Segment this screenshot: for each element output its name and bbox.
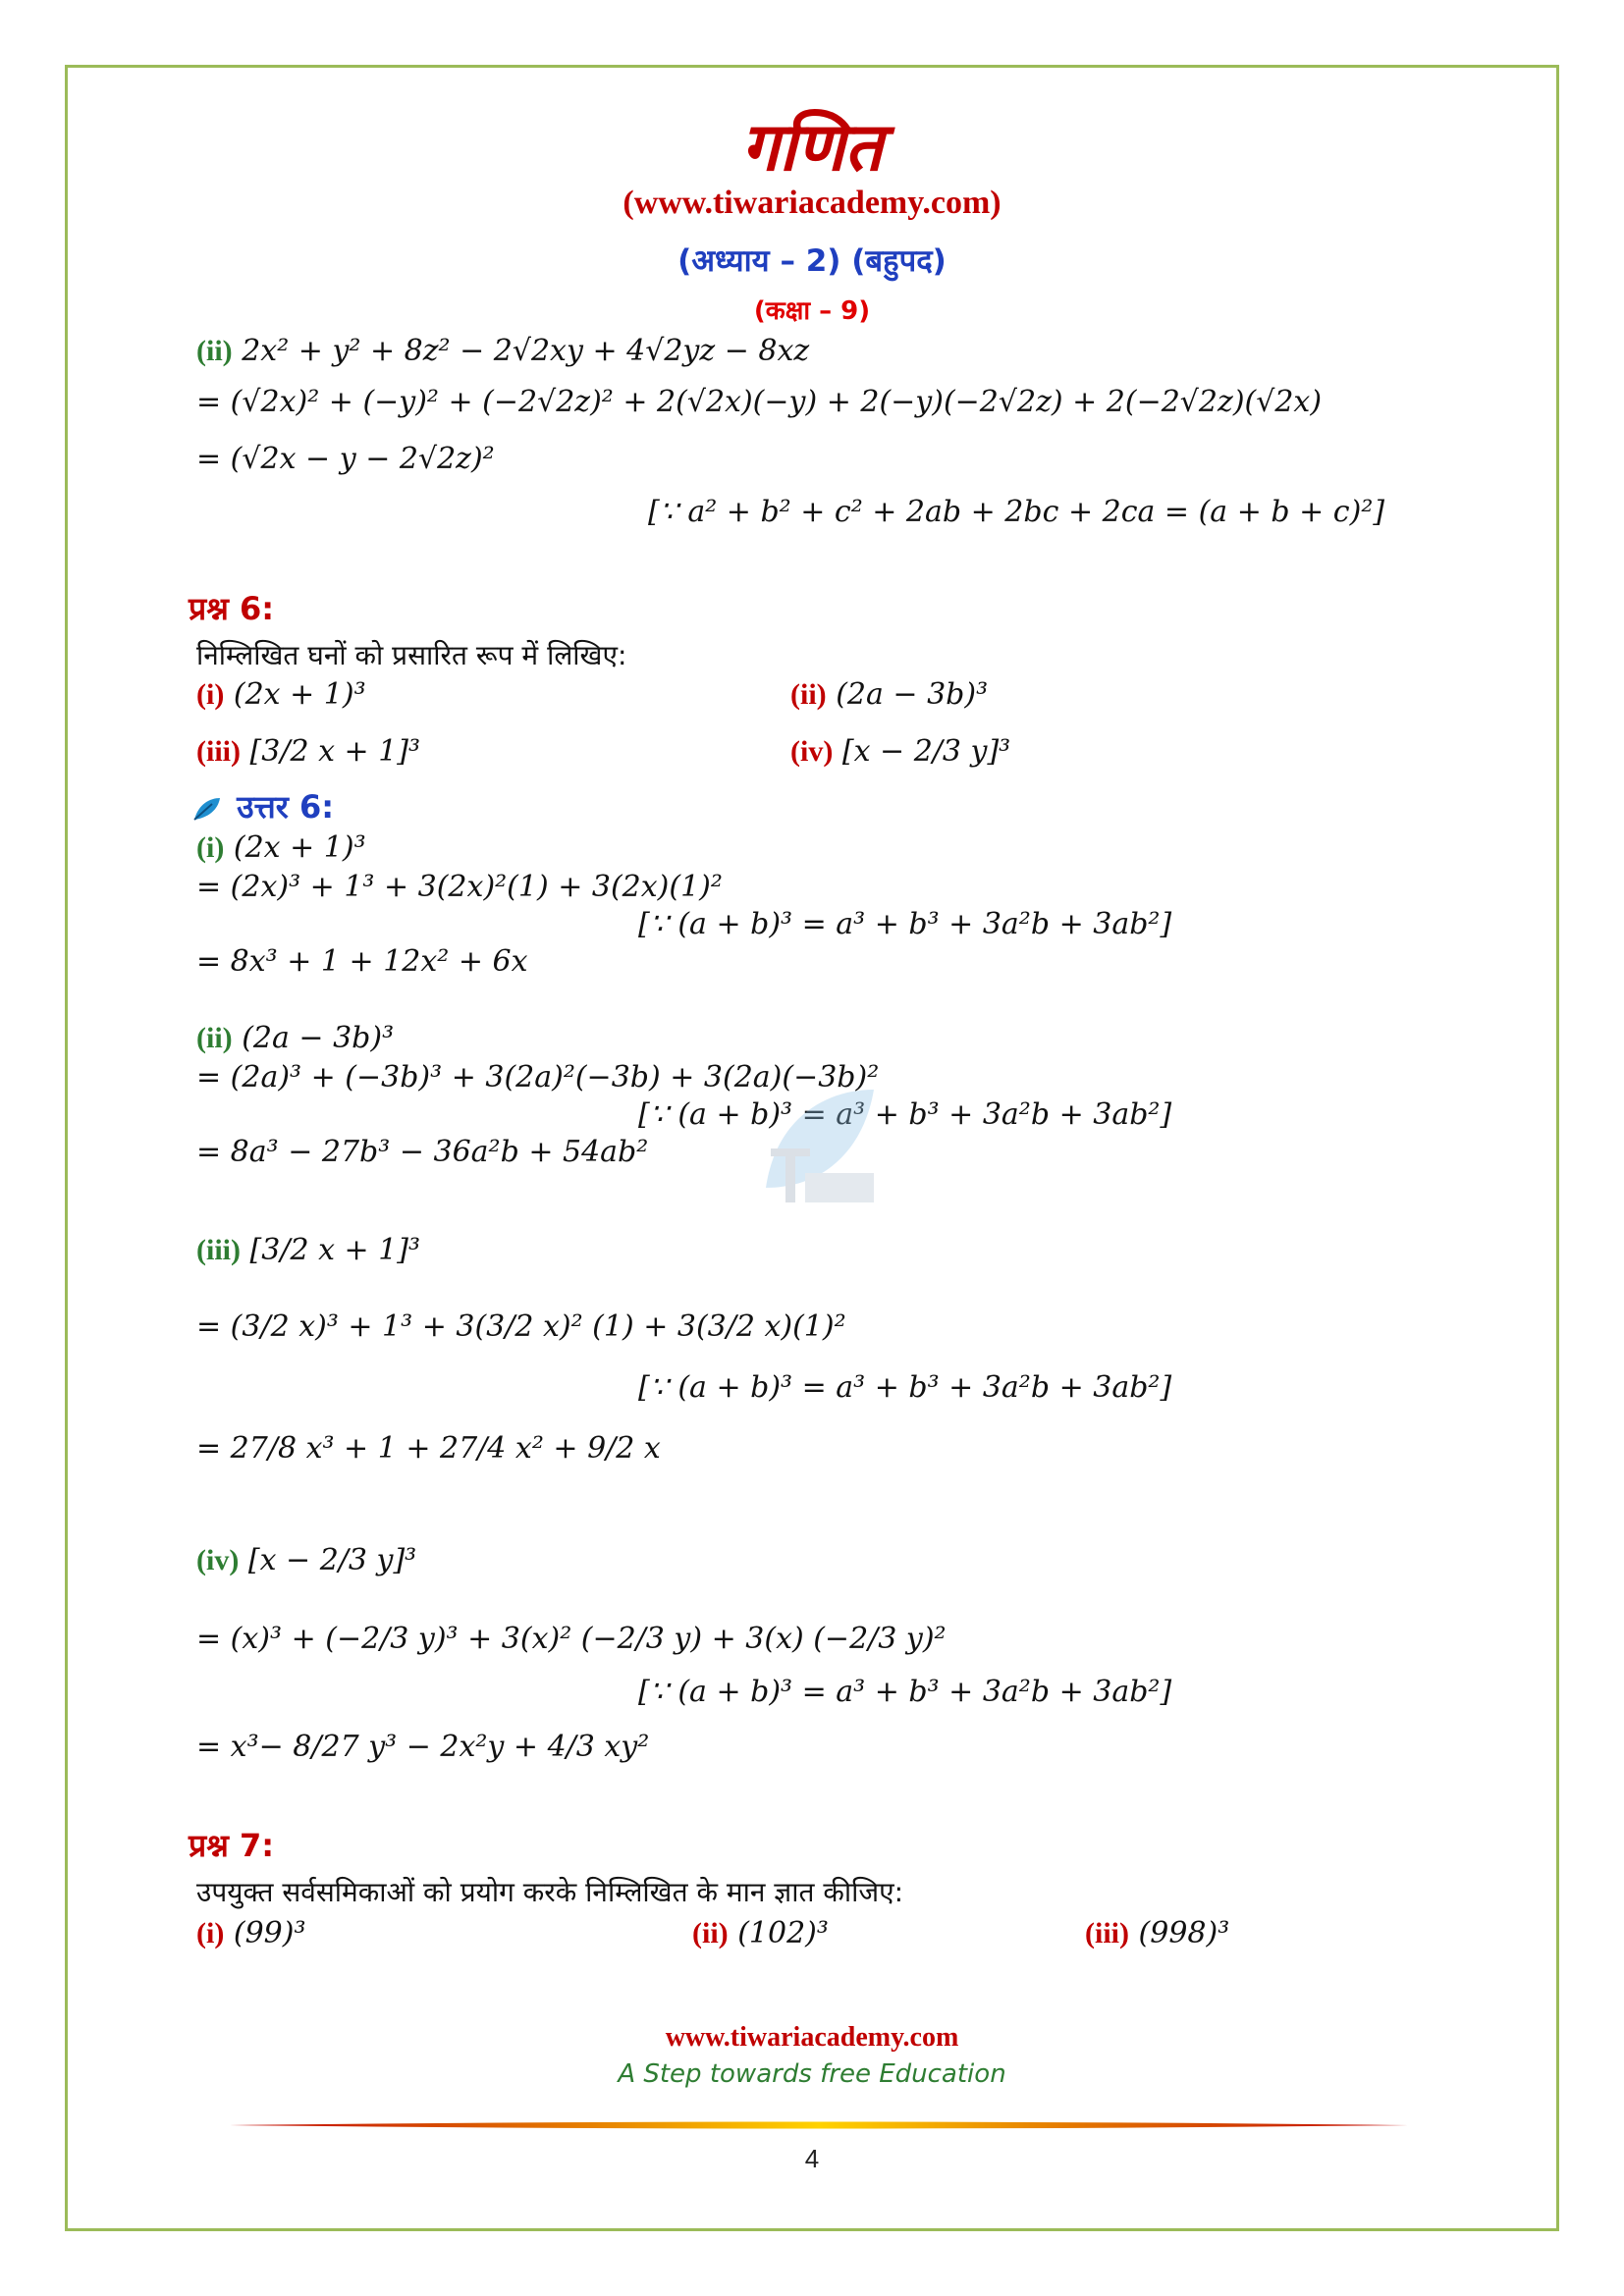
identity-note: [∵ a² + b² + c² + 2ab + 2bc + 2ca = (a + b + c)²] [648,495,1385,529]
a6-iii-line-2: = (3/2 x)³ + 1³ + 3(3/2 x)² (1) + 3(3/2 x)(1)² [196,1309,846,1344]
a6-iv-line-3: = x³− 8/27 y³ − 2x²y + 4/3 xy² [196,1730,650,1764]
q7-item-i: (i) (99)³ [196,1916,306,1950]
question-6-prompt: निम्लिखित घनों को प्रसारित रूप में लिखिए: [196,639,627,671]
page-title: गणित [741,109,883,187]
tiwari-logo-watermark [746,1080,884,1217]
q6-item-i: (i) (2x + 1)³ [196,677,366,712]
identity-note: [∵ (a + b)³ = a³ + b³ + 3a²b + 3ab²] [638,1675,1172,1709]
math-expression: 2x² + y² + 8z² − 2√2xy + 4√2yz − 8xz [242,334,810,368]
a6-ii-line-2: = (2a)³ + (−3b)³ + 3(2a)²(−3b) + 3(2a)(−3b)² [196,1060,880,1095]
a6-ii-line-1: (ii) (2a − 3b)³ [196,1021,395,1055]
identity-note: [∵ (a + b)³ = a³ + b³ + 3a²b + 3ab²] [638,1097,1172,1132]
header-site[interactable]: (www.tiwariacademy.com) [623,185,1001,221]
a6-i-line-3: = 8x³ + 1 + 12x² + 6x [196,944,528,979]
footer-divider [230,2118,1408,2132]
part-ii-line-2: = (√2x)² + (−y)² + (−2√2z)² + 2(√2x)(−y) + 2(−y)(−2√2z) + 2(−2√2z)(√2x) [196,385,1323,419]
leaf-icon [192,796,222,822]
q6-item-iv: (iv) [x − 2/3 y]³ [790,734,1011,769]
q6-item-iii: (iii) [3/2 x + 1]³ [196,734,421,769]
part-ii-line-1 [196,334,809,369]
a6-iii-line-3: = 27/8 x³ + 1 + 27/4 x² + 9/2 x [196,1431,661,1466]
a6-iv-line-1: (iv) [x − 2/3 y]³ [196,1543,417,1577]
class-heading: (कक्षा – 9) [753,296,871,326]
footer-site-link[interactable]: www.tiwariacademy.com [665,2022,959,2053]
question-6-heading: प्रश्न 6: [189,590,275,627]
part-ii-line-3: = (√2x − y − 2√2z)² [196,442,495,476]
a6-iii-line-1: (iii) [3/2 x + 1]³ [196,1233,421,1267]
part-ii-label: (ii) [196,335,233,367]
q6-item-ii: (ii) (2a − 3b)³ [790,677,989,712]
identity-note: [∵ (a + b)³ = a³ + b³ + 3a²b + 3ab²] [638,907,1172,941]
a6-i-line-2: = (2x)³ + 1³ + 3(2x)²(1) + 3(2x)(1)² [196,870,723,904]
a6-i-line-1: (i) (2x + 1)³ [196,830,366,865]
question-7-prompt: उपयुक्त सर्वसमिकाओं को प्रयोग करके निम्लिखित के मान ज्ञात कीजिए: [196,1876,904,1908]
identity-note: [∵ (a + b)³ = a³ + b³ + 3a²b + 3ab²] [638,1370,1172,1405]
q7-item-iii: (iii) (998)³ [1085,1916,1230,1950]
page-number: 4 [804,2144,820,2173]
footer-tagline: A Step towards free Education [618,2059,1006,2089]
chapter-heading: (अध्याय – 2) (बहुपद) [677,243,947,279]
q7-item-ii: (ii) (102)³ [692,1916,829,1950]
a6-iv-line-2: = (x)³ + (−2/3 y)³ + 3(x)² (−2/3 y) + 3(x) (−2/3 y)² [196,1622,947,1656]
question-7-heading: प्रश्न 7: [189,1827,275,1864]
answer-6-heading: उत्तर 6: [192,785,334,828]
a6-ii-line-3: = 8a³ − 27b³ − 36a²b + 54ab² [196,1135,649,1169]
